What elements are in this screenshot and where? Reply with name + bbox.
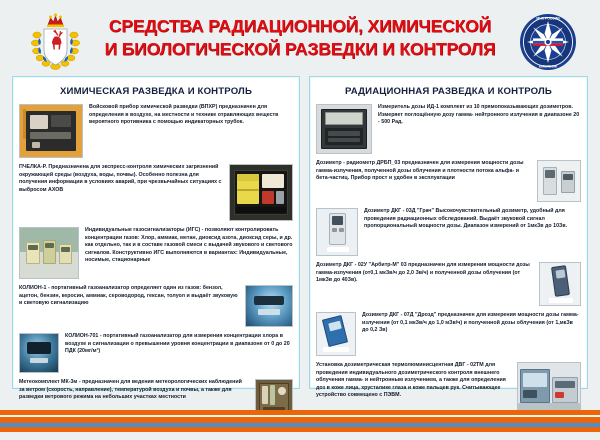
entry-dvg-02tm-text: Установка дозиметрическая термолюминисцентная ДВГ - 02ТМ для проведения индивидуального дозиметрического контроля внешнего облучения гамма- и нейтронным излучением, а также для определения доз в коже лица, хрусталике глаза и коже пальцев рук. Считывающее устройство совмещено с ПЭВМ. (316, 362, 506, 399)
entry-kolion-701 (19, 333, 293, 373)
entry-mk-3m-text: Метеокомплект МК-3м - предназначен для ведения метеорологических наблюдений за ветром (скорость, направление), температурой воздуха и почвы, а также для разведки ветрового режима на небольших участках местности (19, 379, 242, 401)
photo-id-1 (316, 104, 372, 154)
entry-drbp-03 (316, 160, 581, 202)
photo-dkg-02u-arbitr-m (539, 262, 581, 306)
entry-id-1-text: Измеритель дозы ИД-1 комплект из 10 прямопоказывающих дозиметров. Измеряет поглощённую дозу гамма- нейтронного излучения в диапазоне 20 - 500 Рад. (378, 104, 580, 126)
entry-dkg-07d-drozd (316, 312, 581, 356)
photo-kolion-701 (19, 333, 59, 373)
panel-chemical-reconnaissance (12, 76, 300, 401)
nizhny-novgorod-coat-of-arms-icon (28, 11, 83, 74)
entry-igs-text: Индивидуальные газосигнализаторы (ИГС) - позволяют контролировать концентрации газов: Хлор, аммиак, метан, диоксид азота, диоксид серы, и др. как отдельно, так и в составе газовой смеси с выдачей звукового и светового сигналов. Конструктивно ИГС выполняются в вариантах: Индивидуальные, носимые, стационарные (85, 227, 293, 264)
photo-dvg-02tm (517, 362, 581, 414)
panel-chemical-title: ХИМИЧЕСКАЯ РАЗВЕДКА И КОНТРОЛЬ (60, 86, 252, 97)
entry-dkg-02u-arbitr-m (316, 262, 581, 306)
entry-dkg-07d-drozd-text: Дозиметр ДКГ - 07Д "Дрозд" предназначен для измерения мощности дозы гамма-излучения (от 0,1 мкЗв/ч до 1,0 мЗв/ч) и полученной дозы облучения (от 1,мкЗв до 0,2 Зв) (362, 312, 579, 334)
entry-kolion-701-text: КОЛИОН-701 - портативный газоанализатор для измерения концентрации хлора в воздухе и сигнализации о превышении уровня концентрации в диапазоне от 0 до 20 ПДК (20мг/м³) (65, 333, 290, 355)
entry-pchelka-r-text: ПЧЕЛКА-Р. Предназначена для экспресс-контроля химических загрязнений окружающей среды (воздуха, воды, почвы). Особенно полезна для получения информации в условиях аварий, при чрезвычайных ситуациях с выбросом АХОВ (19, 164, 222, 193)
entry-kolion-1 (19, 285, 293, 327)
entry-kolion-1-text: КОЛИОН-1 - портативный газоанализатор определяет один из газов: бензол, ацетон, бензин, керосин, аммиак, сероводород, гексан, толуол и выдаёт звуковую и световую сигнализацию (19, 285, 238, 307)
photo-dkg-07d-drozd (316, 312, 356, 356)
photo-kolion-1 (245, 285, 293, 327)
entry-drbp-03-text: Дозиметр - радиометр ДРБП_03 предназначен для измерения мощности дозы гамма-излучения, полученной дозы облучения и плотности потока альфа- и бета-частиц. Прибор прост и удобен в эксплуатации (316, 160, 524, 182)
panels-container (0, 76, 600, 401)
svg-text:EMERCOM: EMERCOM (539, 64, 557, 69)
entry-dvg-02tm (316, 362, 581, 414)
panel-radiation-title: РАДИАЦИОННАЯ РАЗВЕДКА И КОНТРОЛЬ (345, 86, 552, 97)
photo-drbp-03 (537, 160, 581, 202)
entry-id-1 (316, 104, 581, 154)
entry-pchelka-r (19, 164, 293, 221)
emercom-mchs-emblem-icon (519, 13, 577, 71)
entry-vphr-text: Войсковой прибор химической разведки (ВПХР) предназначен для определения в воздухе, на местности и технике отравляющих веществ вероятного противника с помощью индикаторных трубок. (89, 104, 279, 126)
panel-radiation-reconnaissance (309, 76, 588, 399)
decorative-bottom-stripe (0, 410, 600, 432)
svg-text:МЧС РОССИИ: МЧС РОССИИ (536, 16, 560, 21)
entry-dkg-03d-grach-text: Дозиметр ДКГ - 03Д "Грач" Высокочувствительный дозиметр, удобный для проведения радиационных обследований. Выдаёт звуковой сигнал пропорциональный мощности дозы. Диапазон измерений от 1мкЗв до 10Зв. (364, 208, 568, 230)
photo-vphr (19, 104, 83, 158)
poster-header (0, 0, 600, 76)
page-title-line-2: И БИОЛОГИЧЕСКОЙ РАЗВЕДКИ И КОНТРОЛЯ (104, 39, 496, 59)
page-title (105, 15, 496, 61)
entry-dkg-03d-grach (316, 208, 581, 256)
photo-dkg-03d-grach (316, 208, 358, 256)
entry-dkg-02u-arbitr-m-text: Дозиметр ДКГ - 02У "Арбитр-М" 03 предназначен для измерения мощности дозы гамма-излучения (от0,1 мкЗв/ч до 2,0 Зв/ч) и полученной дозы облучения (от 1мкЗв до 40Зв). (316, 262, 530, 284)
stripe-band-orange-bottom (0, 427, 600, 432)
entry-igs (19, 227, 293, 279)
entry-vphr (19, 104, 293, 158)
photo-igs (19, 227, 79, 279)
photo-pchelka-r (229, 164, 293, 221)
page-title-line-1: СРЕДСТВА РАДИАЦИОННОЙ, ХИМИЧЕСКОЙ (108, 15, 492, 36)
